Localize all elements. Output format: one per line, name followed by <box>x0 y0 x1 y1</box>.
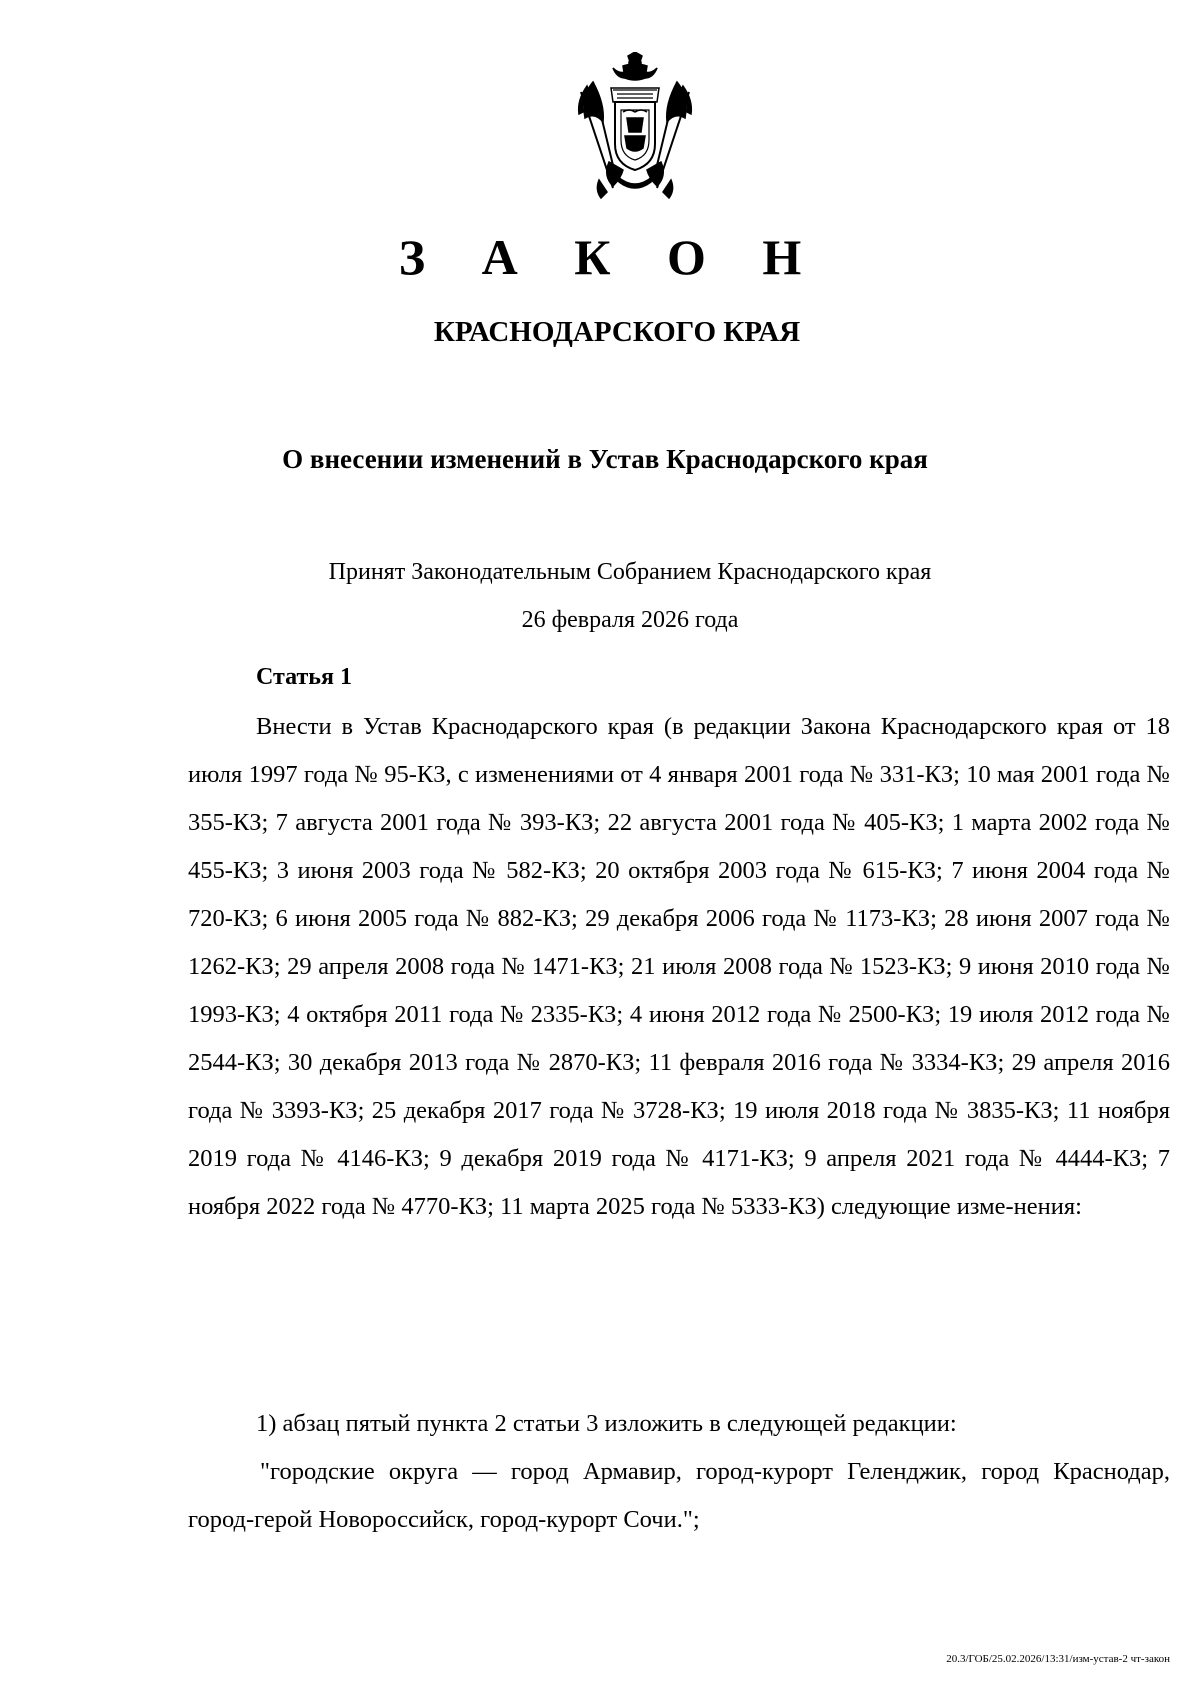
adoption-date: 26 февраля 2026 года <box>521 607 739 633</box>
law-title: О внесении изменений в Устав Краснодарского края <box>282 444 928 474</box>
footer-document-code: 20.3/ГОБ/25.02.2026/13:31/изм-устав-2 чт-закон <box>946 1653 1170 1665</box>
adoption-info <box>0 548 1200 644</box>
article-item-1: 1) абзац пятый пункта 2 статьи 3 изложить в следующей редакции: <box>256 1410 957 1437</box>
article-heading: Статья 1 <box>256 664 352 690</box>
adoption-line-1: Принят Законодательным Собранием Краснодарского края <box>328 559 932 585</box>
document-title: З А К О Н <box>398 229 824 285</box>
article-item-1-quote: "городские округа — город Армавир, город-курорт Геленджик, город Краснодар, город-герой Новороссийск, город-курорт Сочи."; <box>188 1458 1170 1533</box>
krasnodar-krai-coat-of-arms-icon <box>573 52 697 200</box>
document-subtitle: КРАСНОДАРСКОГО КРАЯ <box>433 316 801 348</box>
article-paragraph-1: Внести в Устав Краснодарского края (в редакции Закона Краснодарского края от 18 июля 1997 года № 95-КЗ, с изменениями от 4 января 2001 года № 331-КЗ; 10 мая 2001 года № 355-КЗ; 7 августа 2001 года № 393-КЗ; 22 августа 2001 года № 405-КЗ; 1 марта 2002 года № 455-КЗ; 3 июня 2003 года № 582-КЗ; 20 октября 2003 года № 615-КЗ; 7 июня 2004 года № 720-КЗ; 6 июня 2005 года № 882-КЗ; 29 декабря 2006 года № 1173-КЗ; 28 июня 2007 года № 1262-КЗ; 29 апреля 2008 года № 1471-КЗ; 21 июля 2008 года № 1523-КЗ; 9 июня 2010 года № 1993-КЗ; 4 октября 2011 года № 2335-КЗ; 4 июня 2012 года № 2500-КЗ; 19 июля 2012 года № 2544-КЗ; 30 декабря 2013 года № 2870-КЗ; 11 февраля 2016 года № 3334-КЗ; 29 апреля 2016 года № 3393-КЗ; 25 декабря 2017 года № 3728-КЗ; 19 июля 2018 года № 3835-КЗ; 11 ноября 2019 года № 4146-КЗ; 9 декабря 2019 года № 4171-КЗ; 9 апреля 2021 года № 4444-КЗ; 7 ноября 2022 года № 4770-КЗ; 11 марта 2025 года № 5333-КЗ) следующие изме-нения: <box>188 713 1170 1220</box>
